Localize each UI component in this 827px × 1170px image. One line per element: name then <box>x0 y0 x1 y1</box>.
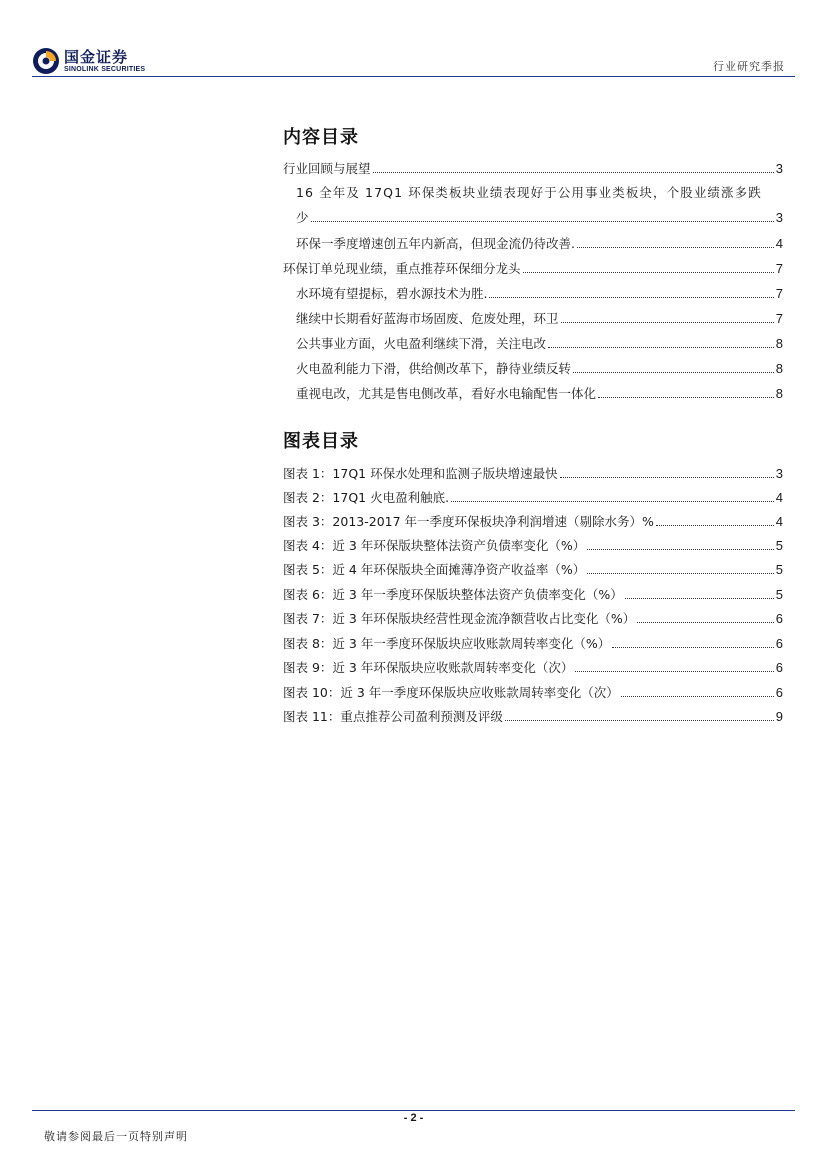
leader-dots <box>575 671 773 672</box>
toc-entry-label: 图表 2：17Q1 火电盈利触底. <box>283 490 450 505</box>
leader-dots <box>621 696 774 697</box>
toc-entry-page: 5 <box>775 562 783 577</box>
figures-title: 图表目录 <box>283 431 359 452</box>
footer-divider <box>32 1110 795 1111</box>
toc-entry[interactable] <box>283 677 783 701</box>
leader-dots <box>656 525 774 526</box>
leader-dots <box>505 720 774 721</box>
toc-entry-page: 6 <box>775 611 783 626</box>
toc-entry[interactable] <box>283 530 783 554</box>
toc-entry-page: 6 <box>775 685 783 700</box>
toc-entry[interactable] <box>283 253 783 277</box>
report-type: 行业研究季报 <box>713 60 785 73</box>
toc-entry-label: 图表 10：近 3 年一季度环保版块应收账款周转率变化（次） <box>283 685 619 700</box>
logo-chinese-name: 国金证券 <box>64 47 129 66</box>
leader-dots <box>373 172 774 173</box>
toc-entry-page: 5 <box>775 587 783 602</box>
toc-entry[interactable] <box>283 506 783 530</box>
logo-english-name: SINOLINK SECURITIES <box>64 65 146 73</box>
toc-entry[interactable] <box>283 628 783 652</box>
toc-entry-label: 环保一季度增速创五年内新高，但现金流仍待改善. <box>296 236 575 251</box>
toc-entry[interactable] <box>283 554 783 578</box>
toc-entry-page: 3 <box>775 466 783 481</box>
toc-entry-page: 9 <box>775 709 783 724</box>
leader-dots <box>577 247 774 248</box>
toc-entry-label: 图表 9：近 3 年环保版块应收账款周转率变化（次） <box>283 660 574 675</box>
toc-entry-page: 3 <box>775 210 783 225</box>
toc-entry-page: 4 <box>775 236 783 251</box>
company-logo <box>32 47 145 75</box>
toc-entry-label: 图表 1：17Q1 环保水处理和监测子版块增速最快 <box>283 466 558 481</box>
toc-entry-line1[interactable]: 16 全年及 17Q1 环保类板块业绩表现好于公用事业类板块，个股业绩涨多跌 <box>296 185 762 200</box>
toc-entry-page: 8 <box>775 336 783 351</box>
toc-entry-label: 图表 6：近 3 年一季度环保版块整体法资产负债率变化（%） <box>283 587 623 602</box>
leader-dots <box>548 347 774 348</box>
toc-entry-label: 图表 11：重点推荐公司盈利预测及评级 <box>283 709 503 724</box>
toc-entry-label: 火电盈利能力下滑，供给侧改革下，静待业绩反转 <box>296 361 572 376</box>
toc-entry-label: 少 <box>296 210 309 225</box>
toc-entry[interactable] <box>283 153 783 177</box>
toc-entry-label: 图表 4：近 3 年环保版块整体法资产负债率变化（%） <box>283 538 586 553</box>
leader-dots <box>598 397 774 398</box>
toc-entry-label: 图表 7：近 3 年环保版块经营性现金流净额营收占比变化（%） <box>283 611 636 626</box>
toc-entry[interactable] <box>296 278 783 302</box>
toc-entry[interactable] <box>283 458 783 482</box>
leader-dots <box>561 322 774 323</box>
toc-entry[interactable] <box>283 482 783 506</box>
toc-entry-page: 7 <box>775 286 783 301</box>
toc-entry[interactable] <box>296 202 783 226</box>
logo-icon <box>32 47 60 75</box>
leader-dots <box>489 297 773 298</box>
leader-dots <box>573 372 774 373</box>
toc-entry[interactable] <box>283 603 783 627</box>
leader-dots <box>637 622 774 623</box>
leader-dots <box>587 549 774 550</box>
toc-entry-label: 环保订单兑现业绩，重点推荐环保细分龙头 <box>283 261 521 276</box>
toc-entry[interactable] <box>296 353 783 377</box>
toc-entry-label: 公共事业方面，火电盈利继续下滑，关注电改 <box>296 336 547 351</box>
toc-entry[interactable] <box>296 328 783 352</box>
toc-entry-label: 水环境有望提标，碧水源技术为胜. <box>296 286 488 301</box>
toc-entry-page: 7 <box>775 261 783 276</box>
toc-entry-label: 图表 8：近 3 年一季度环保版块应收账款周转率变化（%） <box>283 636 611 651</box>
toc-entry[interactable] <box>296 228 783 252</box>
toc-entry[interactable] <box>296 303 783 327</box>
leader-dots <box>451 501 774 502</box>
leader-dots <box>587 573 774 574</box>
page-number: - 2 - <box>403 1112 424 1124</box>
leader-dots <box>523 272 774 273</box>
disclaimer-note: 敬请参阅最后一页特别声明 <box>44 1130 188 1143</box>
toc-entry[interactable] <box>296 378 783 402</box>
toc-entry-page: 6 <box>775 636 783 651</box>
toc-entry-page: 4 <box>775 514 783 529</box>
leader-dots <box>560 477 774 478</box>
toc-entry-page: 6 <box>775 660 783 675</box>
header-divider <box>32 76 795 77</box>
toc-entry-page: 8 <box>775 361 783 376</box>
toc-entry-page: 4 <box>775 490 783 505</box>
contents-title: 内容目录 <box>283 127 359 148</box>
toc-entry-page: 7 <box>775 311 783 326</box>
toc-entry[interactable] <box>283 701 783 725</box>
leader-dots <box>625 598 774 599</box>
toc-entry-label: 重视电改，尤其是售电侧改革，看好水电输配售一体化 <box>296 386 597 401</box>
toc-entry-page: 8 <box>775 386 783 401</box>
toc-entry-page: 5 <box>775 538 783 553</box>
toc-entry-label: 图表 3：2013-2017 年一季度环保板块净利润增速（剔除水务）% <box>283 514 654 529</box>
toc-entry-label: 图表 5：近 4 年环保版块全面摊薄净资产收益率（%） <box>283 562 586 577</box>
leader-dots <box>311 221 774 222</box>
toc-entry-label: 继续中长期看好蓝海市场固废、危废处理，环卫 <box>296 311 559 326</box>
toc-entry-label: 行业回顾与展望 <box>283 161 371 176</box>
toc-entry-page: 3 <box>775 161 783 176</box>
toc-entry[interactable] <box>283 579 783 603</box>
leader-dots <box>612 647 774 648</box>
toc-entry[interactable] <box>283 652 783 676</box>
